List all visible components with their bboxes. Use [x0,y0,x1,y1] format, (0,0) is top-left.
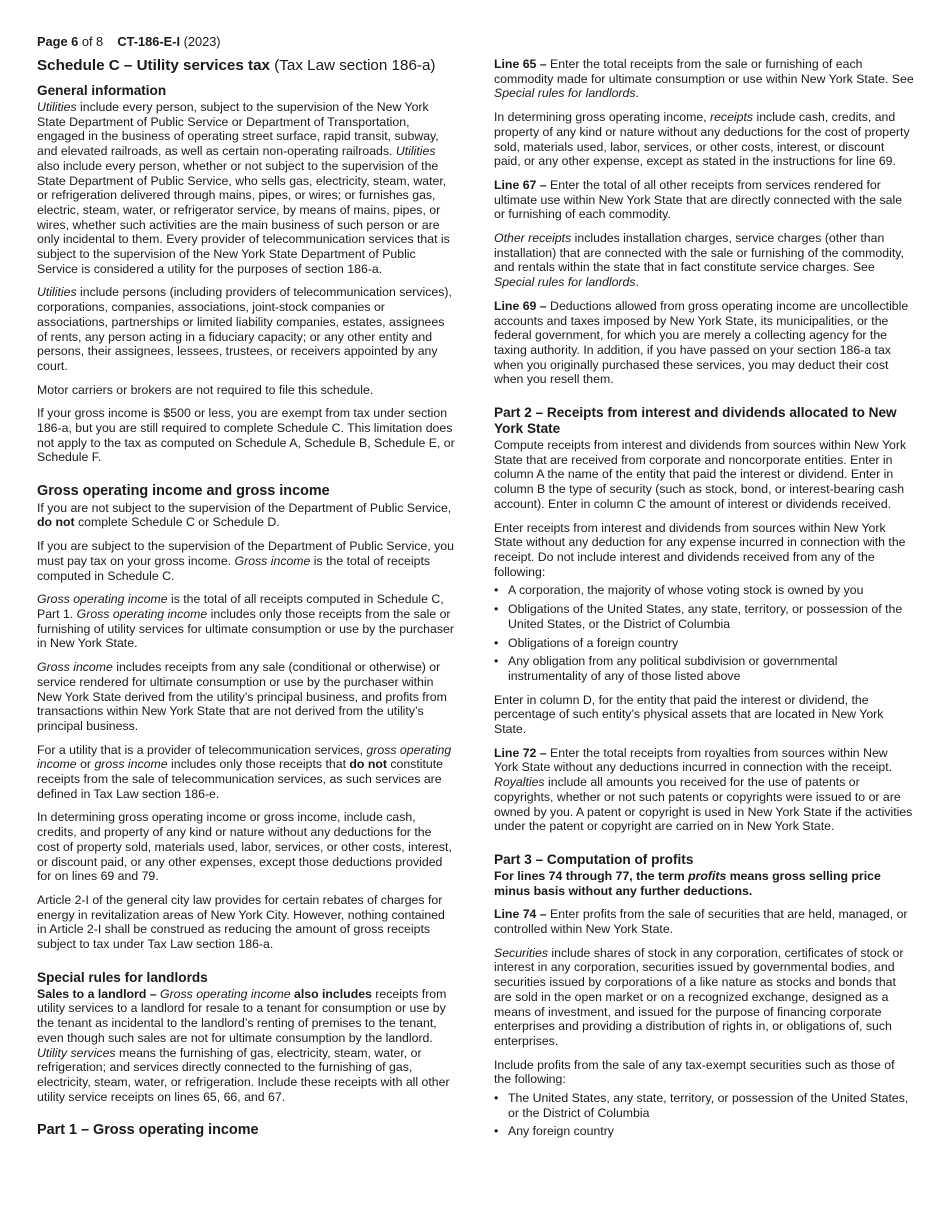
other-receipts-paragraph: Other receipts includes installation charges, service charges (other than installation) that are connected with the sale or furnishing of the commodity, and rentals within the state that in fact constitute service charges. See Special rules for landlords. [494,231,904,290]
securities-paragraph: Securities include shares of stock in any corporation, certificates of stock or interest in any corporation, securities issued by governmental bodies, and securities issued by corporations of a like nature as stocks and bonds that are sold in the open market or on a recognized exchange, designed as a means of investment, and issued for the purpose of financing corporate enterprises and providing a distribution of rights in, or obligations of, such enterprises. [494,945,904,1048]
part3-definition: For lines 74 through 77, the term profits means gross selling price minus basis without any further deductions. [494,868,881,898]
goi-paragraph: Gross income includes receipts from any sale (conditional or otherwise) or service rendered for ultimate consumption or use by the purchaser within New York State derived from the utility’s principal business, and profits from transactions within New York State that are not derived from the utility’s principal business. [37,660,447,733]
receipts-paragraph: In determining gross operating income, receipts include cash, credits, and property of any kind or nature without any deductions for the cost of property sold, materials used, labor, services, or other costs, interest, or discount paid, or any other expense, except as stated in the instructions for line 69. [494,110,910,169]
goi-paragraph: If you are not subject to the supervision of the Department of Public Service, do not complete Schedule C or Schedule D. [37,500,452,530]
list-item: • A corporation, the majority of whose voting stock is owned by you [494,583,914,598]
line-74-paragraph: Line 74 – Enter profits from the sale of securities that are held, managed, or controlled within New York State. [494,907,908,937]
goi-paragraph: If you are subject to the supervision of the Department of Public Service, you must pay tax on your gross income. Gross income is the total of receipts computed in Schedule C. [37,539,454,583]
page-header [37,35,221,50]
page-number: Page 6 [37,34,79,49]
part2-exclusion-list [494,583,914,683]
list-item: • Any obligation from any political subdivision or governmental instrumentality of any of those listed above [494,654,914,683]
form-year: (2023) [183,34,221,49]
list-item: • Any foreign country [494,1124,914,1139]
goi-paragraph: For a utility that is a provider of telecommunication services, gross operating income or gross income includes only those receipts that do not constitute receipts from the sale of telecommunication services, as such services are defined in Tax Law section 186-e. [37,742,452,801]
part3-heading: Part 3 – Computation of profits [494,851,694,867]
right-column [494,57,914,1148]
list-item: • Obligations of a foreign country [494,636,914,651]
general-paragraph: Utilities include every person, subject to the supervision of the New York State Department of Public Service or Department of Transportation, engaged in the business of operating street surface, rapid transit, subway, and elevated railroads, as well as certain non-operating railroads. Utilities also include every person, whether or not subject to the supervision of the State Department of Public Service, who sells gas, electricity, steam, water, or refrigeration delivered through mains, pipes, or wires; or furnishes gas, electric, steam, water, or refrigerator service, by means of mains, pipes, or wires, whether such activities are the main business of such person or are only incidental to them. Every provider of telecommunication services that is subject to the supervision of the New York State Department of Public Service is considered a utility for the purposes of section 186-a. [37,100,450,276]
gross-operating-income-heading: Gross operating income and gross income [37,483,330,500]
left-column [37,57,457,1140]
part2-paragraph: Compute receipts from interest and dividends from sources within New York State that are received from corporate and noncorporate entities. Enter in column A the name of the entity that paid the interest or dividend. Enter in column B the type of security (such as stock, bond, or interest-bearing cash account). Enter in column C the amount of interest or dividends received. [494,438,907,511]
line-72-paragraph: Line 72 – Enter the total receipts from royalties from sources within New York State without any deductions incurred in connection with the receipt. Royalties include all amounts you received for the use of patents or copyrights, whether or not such patents or copyrights were issued to or are owned by you. A patent or copyright is used in New York State if the activities under the patent or copyright are carried on in New York State. [494,745,913,834]
part3-list [494,1091,914,1139]
line-67-paragraph: Line 67 – Enter the total of all other receipts from services rendered for ultimate use within New York State that are directly connected with the sale or furnishing of each commodity. [494,177,903,222]
general-paragraph: If your gross income is $500 or less, you are exempt from tax under section 186-a, but you are still required to complete Schedule C. This limitation does not apply to the tax as computed on Schedule A, Schedule B, Schedule E, or Schedule F. [37,406,455,465]
page-total: of 8 [81,34,104,49]
general-paragraph: Utilities include persons (including providers of telecommunication services), corporations, companies, associations, joint-stock companies or associations, partnerships or limited liability companies, estates, assignees of rents, any person acting in a fiduciary capacity; or any other entity and persons, their assignees, lessees, trustees, or receivers appointed by any court. [37,285,452,373]
part2-heading: Part 2 – Receipts from interest and dividends allocated to New York State [494,405,897,437]
goi-paragraph: Gross operating income is the total of all receipts computed in Schedule C, Part 1. Gross operating income includes only those receipts from the sale or furnishing of utility services for ultimate consumption or use by the purchaser in New York State. [37,592,454,651]
special-rules-landlords-heading: Special rules for landlords [37,969,208,985]
part2-paragraph: Enter in column D, for the entity that paid the interest or dividend, the percentage of such entity’s physical assets that are located in New York State. [494,692,884,737]
goi-paragraph: Article 2-I of the general city law provides for certain rebates of charges for energy in revitalization areas of New York City. However, nothing contained in Article 2-I shall be construed as reducing the amount of gross receipts subject to tax under Tax Law section 186-a. [37,892,445,952]
landlords-paragraph: Sales to a landlord – Gross operating income also includes receipts from utility services to a landlord for resale to a tenant for consumption or use by the tenant as incidental to the landlord’s renting of premises to the tenant, even though such sales are not for ultimate consumption by the landlord. Utility services means the furnishing of gas, electricity, steam, water, or refrigeration; and services directly connected to the furnishing of gas, electricity, steam, water, or refrigeration. Include these receipts with all other utility service receipts on lines 65, 66, and 67. [37,986,450,1104]
general-information-heading: General information [37,83,167,98]
schedule-title: Schedule C – Utility services tax (Tax Law section 186-a) [37,57,436,74]
part1-heading: Part 1 – Gross operating income [37,1122,259,1139]
form-id: CT-186-E-I [117,34,181,49]
list-item: • The United States, any state, territory, or possession of the United States, or the District of Columbia [494,1091,914,1120]
part2-paragraph: Enter receipts from interest and dividends from sources within New York State without any deduction for any expense incurred in connection with the receipt. Do not include interest and dividends received from any of the following: [494,520,906,579]
part3-paragraph: Include profits from the sale of any tax-exempt securities such as those of the following: [494,1057,895,1087]
line-69-paragraph: Line 69 – Deductions allowed from gross operating income are uncollectible accounts and taxes imposed by New York State, its municipalities, or the federal government, for which you are merely a collecting agency for the taxing authority. In addition, if you have passed on your section 186-a tax when you originally purchased these services, you may deduct their cost when you resell them. [494,298,909,387]
list-item: • Obligations of the United States, any state, territory, or possession of the United States, or the District of Columbia [494,602,914,631]
line-65-paragraph: Line 65 – Enter the total receipts from the sale or furnishing of each commodity made for ultimate consumption or use within New York State. See Special rules for landlords. [494,57,914,101]
general-paragraph: Motor carriers or brokers are not required to file this schedule. [37,382,374,397]
goi-paragraph: In determining gross operating income or gross income, include cash, credits, and property of any kind or nature without any deductions for the cost of property sold, materials used, labor, services, or other costs, interest, or discount paid, or any other expenses, except those deductions provided for on lines 69 and 79. [37,810,452,884]
